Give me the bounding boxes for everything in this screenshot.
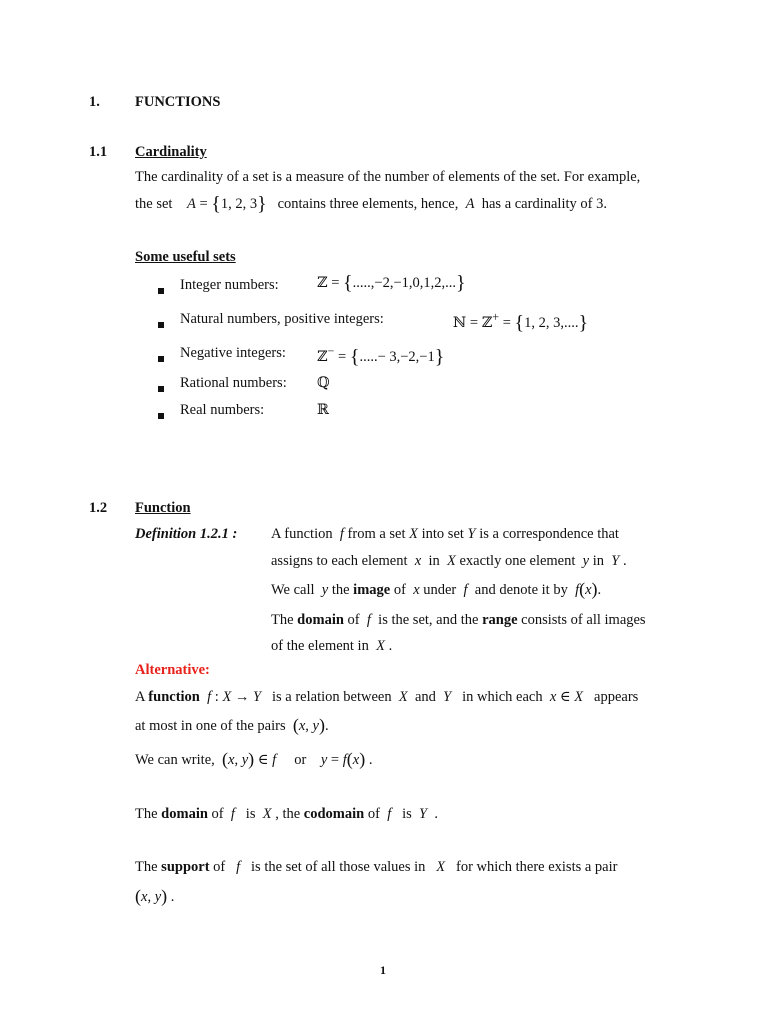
list-item-label: Real numbers: [180, 402, 265, 418]
subsection-title: Function [135, 500, 191, 516]
list-bullet [158, 379, 164, 397]
paragraph-line: at most in one of the pairs (x, y). [135, 715, 329, 735]
section-number: 1. [89, 94, 100, 110]
paragraph-line: The cardinality of a set is a measure of the number of elements of the set. For example, [135, 169, 641, 185]
list-item-math: ℕ = ℤ+ = {1, 2, 3,....} [453, 310, 589, 334]
page-number: 1 [380, 963, 386, 977]
list-bullet [158, 406, 164, 424]
definition-line: We call y the image of x under f and denote it by f(x). [271, 579, 602, 599]
subsection-number: 1.2 [89, 500, 108, 516]
list-item-math: ℤ− = {.....− 3,−2,−1} [317, 344, 445, 368]
paragraph-line: the set A = {1, 2, 3} contains three elements, hence, A has a cardinality of 3. [135, 193, 607, 215]
list-item-math: ℚ [317, 375, 330, 391]
list-item-math: ℤ = {.....,−2,−1,0,1,2,...} [317, 272, 466, 294]
definition-line: A function f from a set X into set Y is a correspondence that [271, 526, 619, 542]
list-item-label: Natural numbers, positive integers: [180, 311, 384, 327]
alternative-label: Alternative: [135, 662, 210, 678]
list-bullet [158, 349, 164, 367]
paragraph-line: We can write, (x, y) ∈ f or y = f(x) . [135, 749, 373, 769]
subsection-number: 1.1 [89, 144, 108, 160]
list-item-math: ℝ [317, 402, 330, 418]
definition-line: of the element in X . [271, 638, 393, 654]
paragraph-line: (x, y) . [135, 886, 175, 906]
list-bullet [158, 315, 164, 333]
definition-label: Definition 1.2.1 : [135, 526, 238, 542]
list-item-label: Negative integers: [180, 345, 286, 361]
list-item-label: Rational numbers: [180, 375, 287, 391]
paragraph-line: The support of f is the set of all those values in X for which there exists a pair [135, 859, 618, 875]
paragraph-line: A function f : X → Y is a relation between X and Y in which each x ∈ X appears [135, 689, 639, 705]
paragraph-line: The domain of f is X , the codomain of f is Y . [135, 806, 438, 822]
list-heading: Some useful sets [135, 249, 236, 265]
list-item-label: Integer numbers: [180, 277, 279, 293]
subsection-title: Cardinality [135, 144, 207, 160]
definition-line: assigns to each element x in X exactly one element y in Y . [271, 553, 627, 569]
definition-line: The domain of f is the set, and the range consists of all images [271, 612, 646, 628]
list-bullet [158, 281, 164, 299]
section-title: FUNCTIONS [135, 94, 221, 110]
